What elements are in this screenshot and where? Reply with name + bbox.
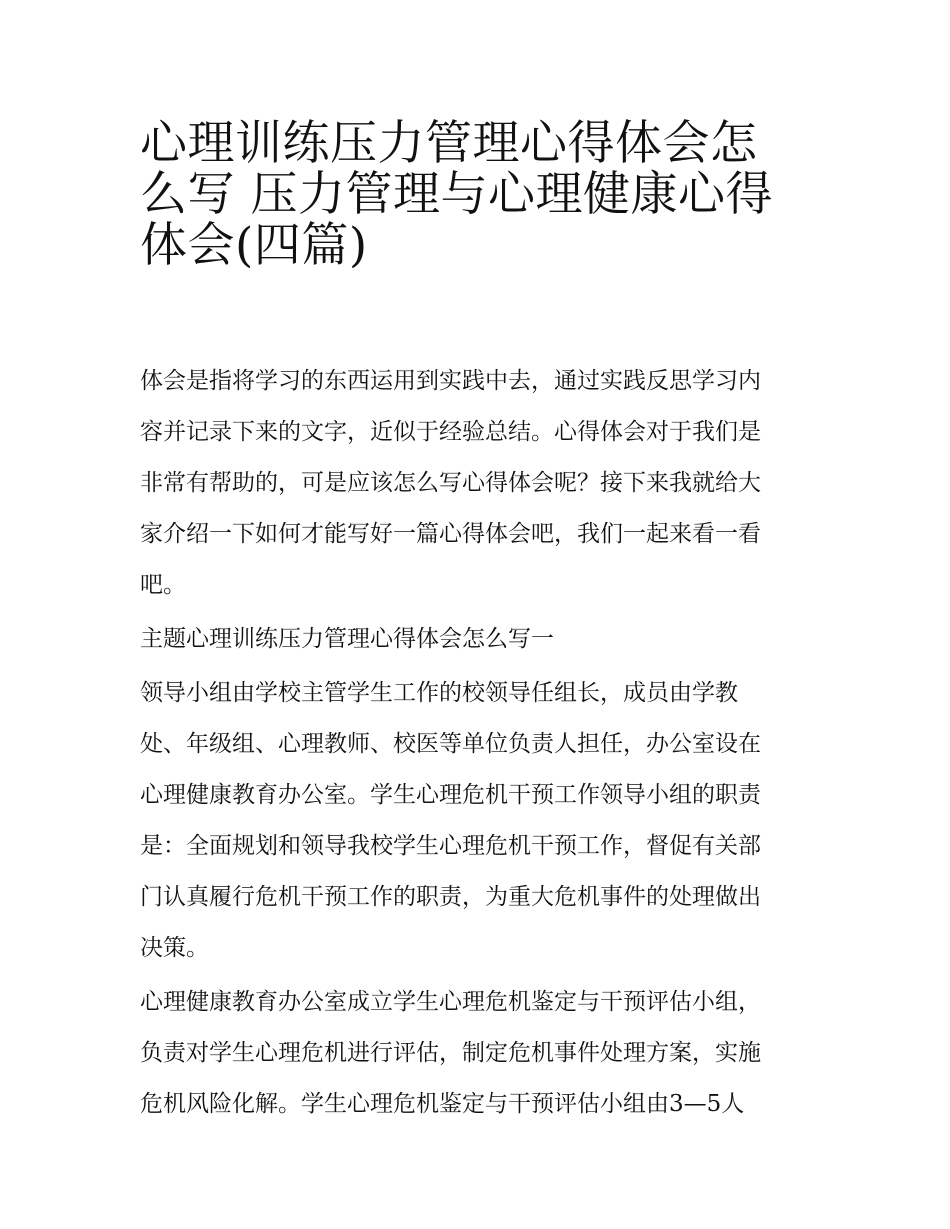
text-line: 是：全面规划和领导我校学生心理危机干预工作，督促有关部 bbox=[140, 833, 761, 859]
document-body bbox=[140, 356, 830, 1130]
assessment-paragraph bbox=[140, 977, 830, 1130]
text-line: 心理健康教育办公室成立学生心理危机鉴定与干预评估小组， bbox=[140, 989, 761, 1015]
text-line: 家介绍一下如何才能写好一篇心得体会吧，我们一起来看一看 bbox=[140, 521, 761, 547]
heading-line: 主题心理训练压力管理心得体会怎么写一 bbox=[140, 626, 554, 652]
text-line: 危机风险化解。学生心理危机鉴定与干预评估小组由3—5人 bbox=[140, 1091, 745, 1117]
text-line: 处、年级组、心理教师、校医等单位负责人担任，办公室设在 bbox=[140, 731, 761, 757]
text-line: 体会是指将学习的东西运用到实践中去，通过实践反思学习内 bbox=[140, 368, 761, 394]
text-line: 门认真履行危机干预工作的职责，为重大危机事件的处理做出 bbox=[140, 884, 761, 910]
section-heading bbox=[140, 614, 830, 665]
leadership-paragraph bbox=[140, 668, 830, 974]
title-line: 么写 压力管理与心理健康心得 bbox=[140, 167, 773, 222]
intro-paragraph bbox=[140, 356, 830, 611]
text-line: 心理健康教育办公室。学生心理危机干预工作领导小组的职责 bbox=[140, 782, 761, 808]
text-line: 决策。 bbox=[140, 935, 209, 961]
text-line: 非常有帮助的，可是应该怎么写心得体会呢？接下来我就给大 bbox=[140, 470, 761, 496]
text-line: 领导小组由学校主管学生工作的校领导任组长，成员由学教 bbox=[140, 680, 738, 706]
title-line: 心理训练压力管理心得体会怎 bbox=[140, 116, 758, 171]
document-title bbox=[140, 118, 820, 271]
text-line: 容并记录下来的文字，近似于经验总结。心得体会对于我们是 bbox=[140, 419, 761, 445]
title-line: 体会(四篇) bbox=[140, 218, 368, 273]
text-line: 负责对学生心理危机进行评估，制定危机事件处理方案，实施 bbox=[140, 1040, 761, 1066]
text-line: 吧。 bbox=[140, 572, 186, 598]
